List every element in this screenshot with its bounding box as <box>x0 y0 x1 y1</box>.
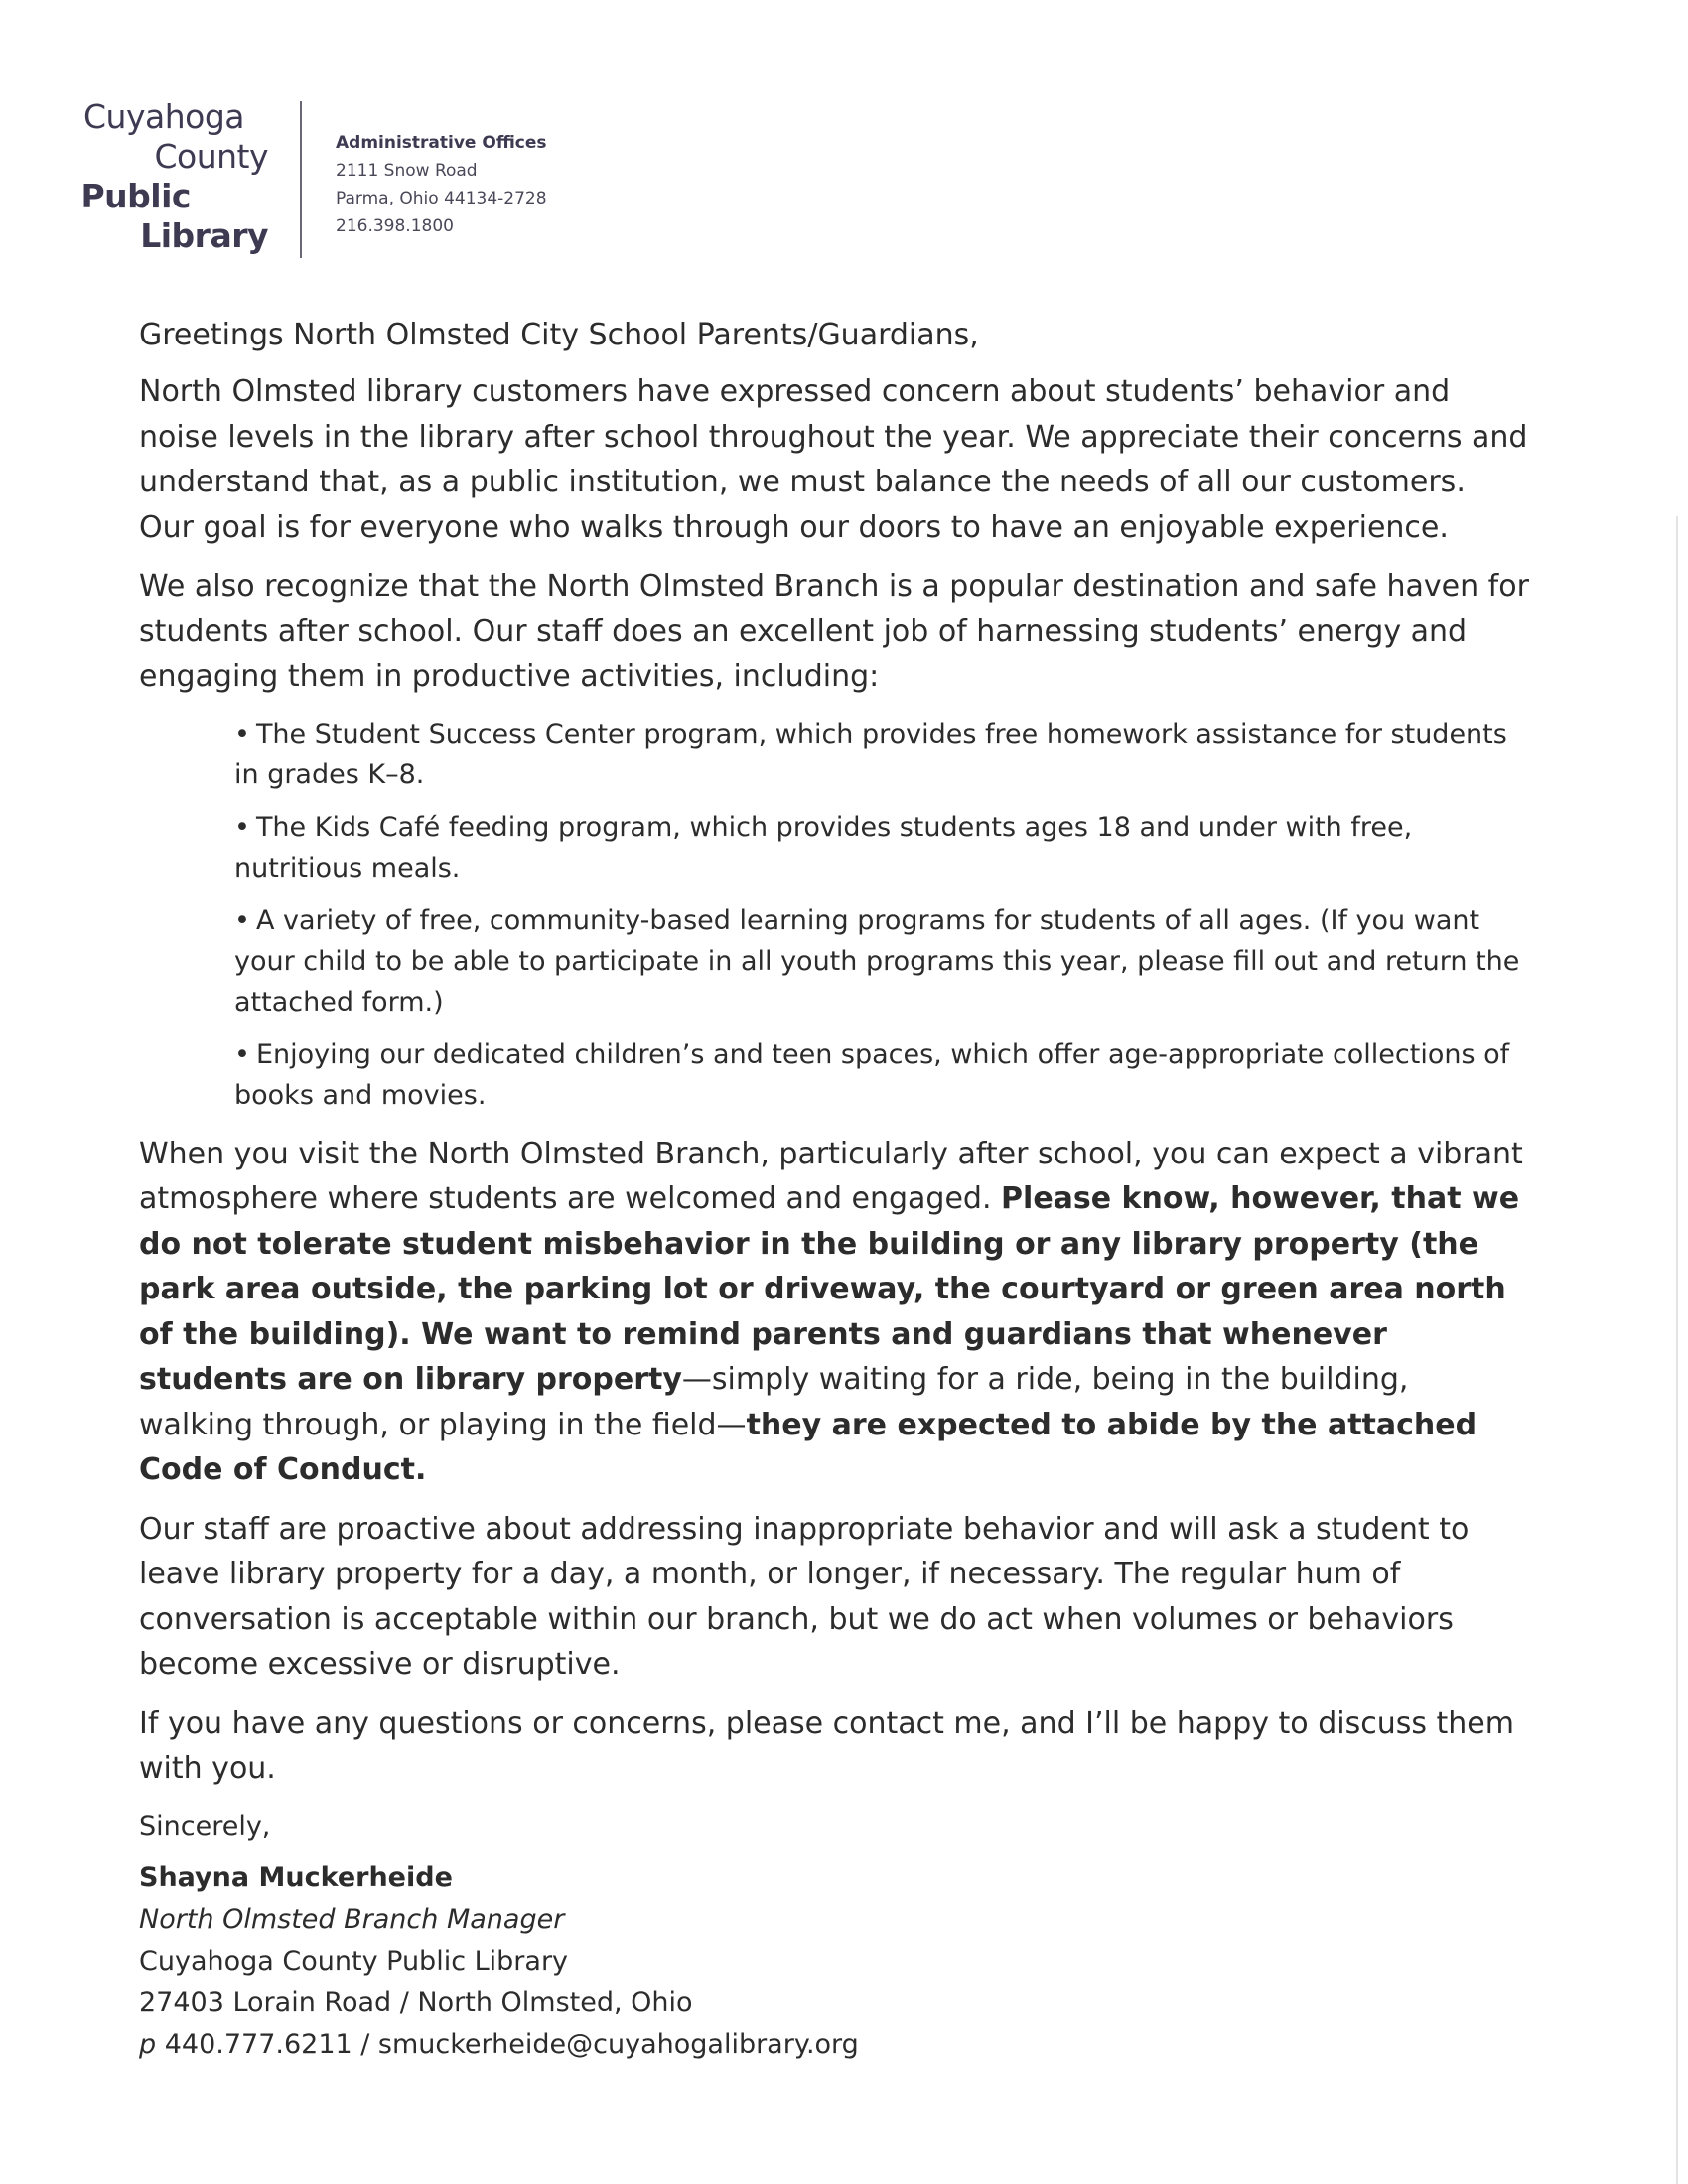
signature-block <box>139 1806 1529 2066</box>
letter-body <box>139 314 1529 2066</box>
letter-greeting: Greetings North Olmsted City School Parents/Guardians, <box>139 318 979 352</box>
code-of-conduct-emphasis: they are expected to abide by the attached Code of Conduct. <box>139 1407 1477 1487</box>
policy-emphasis: Please know, however, that we do not tolerate student misbehavior in the building or any library property (the park area outside, the parking lot or driveway, the courtyard or green area north of the building). We want to remind parents and guardians that whenever students are on library property <box>139 1181 1520 1397</box>
logo-line-3: Public <box>80 177 191 215</box>
signer-address: 27403 Lorain Road / North Olmsted, Ohio <box>139 1986 693 2018</box>
closing: Sincerely, <box>139 1810 271 1842</box>
signer-name: Shayna Muckerheide <box>139 1861 453 1893</box>
phone-email: 440.777.6211 / smuckerheide@cuyahogalibrary.org <box>156 2028 859 2060</box>
administrative-offices-block <box>336 129 547 240</box>
offices-address-line2: Parma, Ohio 44134-2728 <box>336 189 547 208</box>
logo-line-2: County <box>154 137 268 176</box>
list-item: • The Student Success Center program, which provides free homework assistance for students in grades K–8. <box>234 718 1507 790</box>
offices-address-line1: 2111 Snow Road <box>336 161 478 181</box>
bullet-icon: • <box>234 811 250 843</box>
signer-contact <box>139 2024 1529 2066</box>
logo-line-4: Library <box>140 216 268 255</box>
signer-organization: Cuyahoga County Public Library <box>139 1945 569 1977</box>
scan-edge-line <box>1676 516 1678 2184</box>
activities-list <box>234 714 1525 1116</box>
bullet-icon: • <box>234 1038 250 1070</box>
library-logo <box>79 97 268 256</box>
paragraph-3: When you visit the North Olmsted Branch, particularly after school, you can expect a vibrant atmosphere where students are welcomed and engaged. Please know, however, that we do not tolerate student misbehavior in the building or any library property (the park area outside, the parking lot or driveway, the courtyard or green area north of the building). We want to remind parents and guardians that whenever students are on library property—simply waiting for a ride, being in the building, walking through, or playing in the field—they are expected to abide by the attached Code of Conduct. <box>139 1136 1523 1487</box>
letterhead-divider <box>300 101 302 258</box>
list-item: • Enjoying our dedicated children’s and teen spaces, which offer age-appropriate collections of books and movies. <box>234 1038 1510 1111</box>
bullet-icon: • <box>234 718 250 750</box>
list-item: • The Kids Café feeding program, which provides students ages 18 and under with free, nutritious meals. <box>234 811 1413 884</box>
logo-line-1: Cuyahoga <box>83 97 244 136</box>
list-item: • A variety of free, community-based learning programs for students of all ages. (If you want your child to be able to participate in all youth programs this year, please fill out and return the attached form.) <box>234 904 1520 1018</box>
paragraph-4: Our staff are proactive about addressing inappropriate behavior and will ask a student to leave library property for a day, a month, or longer, if necessary. The regular hum of conversation is acceptable within our branch, but we do act when volumes or behaviors become excessive or disruptive. <box>139 1511 1470 1682</box>
paragraph-1: North Olmsted library customers have expressed concern about students’ behavior and noise levels in the library after school throughout the year. We appreciate their concerns and understand that, as a public institution, we must balance the needs of all our customers. Our goal is for everyone who walks through our doors to have an enjoyable experience. <box>139 374 1528 545</box>
offices-title: Administrative Offices <box>336 133 547 153</box>
offices-phone: 216.398.1800 <box>336 216 454 236</box>
paragraph-5: If you have any questions or concerns, please contact me, and I’ll be happy to discuss them with you. <box>139 1706 1514 1786</box>
bullet-icon: • <box>234 904 250 936</box>
signer-title: North Olmsted Branch Manager <box>139 1903 565 1935</box>
phone-prefix: p <box>139 2028 157 2060</box>
paragraph-2: We also recognize that the North Olmsted Branch is a popular destination and safe haven for students after school. Our staff does an excellent job of harnessing students’ energy and engaging them in productive activities, including: <box>139 569 1529 694</box>
